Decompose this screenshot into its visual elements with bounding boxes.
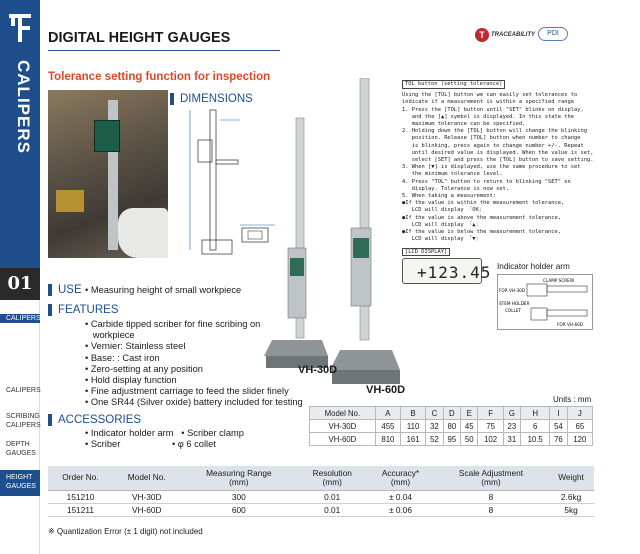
use-text: • Measuring height of small workpiece [85, 285, 242, 295]
model-label-vh60d: VH-60D [366, 384, 406, 396]
spec-header-cell: Model No. [310, 407, 376, 420]
sidebar-tab-calipers-active[interactable]: CALIPERS [0, 314, 40, 323]
order-cell: 151210 [48, 490, 113, 503]
features-heading: FEATURES [48, 304, 119, 316]
tol-note-line: 1. Press the [TOL] button until "SET" blinks on display, [402, 106, 584, 113]
spec-header-cell: H [521, 407, 550, 420]
tol-note-line: and the [▲] symbol is displayed. In this state the [402, 113, 575, 120]
holder-label-vh60d: FOR VH-60D [557, 322, 584, 327]
product-photo [48, 90, 168, 258]
order-cell: ± 0.06 [367, 503, 434, 516]
footnote: ※ Quantization Error (± 1 digit) not included [48, 527, 203, 536]
spec-cell: 810 [375, 433, 400, 446]
order-cell: VH-30D [113, 490, 180, 503]
tol-note-line: 4. Press "TOL" button to return to blinking "SET" on [402, 178, 571, 185]
spec-cell: 102 [478, 433, 503, 446]
spec-cell: 110 [400, 420, 425, 433]
order-header-cell: Measuring Range (mm) [180, 466, 297, 490]
order-cell: VH-60D [113, 503, 180, 516]
feature-item: • Zero-setting at any position [85, 363, 203, 374]
order-cell: 2.6kg [548, 490, 594, 503]
feature-item: workpiece [85, 330, 135, 341]
hand-glove [118, 208, 168, 258]
lcd-display-value: +123.45 [417, 263, 492, 282]
tol-note-line: ●If the value is within the measurement tolerance, [402, 200, 565, 207]
tol-note-line: ●If the value is above the measurement tolerance, [402, 214, 562, 221]
spec-header-cell: J [567, 407, 592, 420]
spec-header-cell: A [375, 407, 400, 420]
spec-cell: 76 [550, 433, 567, 446]
tol-note-line: Using the [TOL] button we can easily set tolerances to [402, 92, 578, 99]
order-cell: 8 [434, 490, 548, 503]
tol-note-line: 5. When taking a measurement: [402, 193, 497, 200]
order-cell: 8 [434, 503, 548, 516]
gauge-display [94, 120, 120, 152]
feature-item: • Carbide tipped scriber for fine scribing on [85, 319, 261, 329]
order-cell: ± 0.04 [367, 490, 434, 503]
indicator-holder-diagram [497, 274, 593, 330]
spec-row [310, 433, 593, 446]
holder-title: Indicator holder arm [497, 262, 570, 271]
spec-cell: 31 [503, 433, 520, 446]
sidebar-tab-depth-gauges[interactable]: DEPTH GAUGES [6, 441, 36, 457]
spec-row [310, 420, 593, 433]
section-number: 01 [0, 268, 40, 300]
accessory-item: • Indicator holder arm • Scriber clamp [85, 428, 244, 438]
sidebar [0, 0, 40, 554]
sidebar-tab-scribing-calipers[interactable]: SCRIBING CALIPERS [6, 413, 41, 429]
spec-header-cell: C [426, 407, 443, 420]
order-cell: 5kg [548, 503, 594, 516]
feature-item: • Vernier: Stainless steel [85, 341, 186, 352]
sidebar-tab-calipers[interactable]: CALIPERS [6, 387, 41, 394]
tol-notes-lines [402, 92, 592, 243]
lcd-display-label: [LCD DISPLAY] [402, 248, 450, 256]
tol-note-line: 2. Holding down the [TOL] button will change the blinking [402, 128, 587, 135]
caliper-icon [6, 10, 34, 46]
order-table-header [48, 466, 594, 490]
spec-cell: VH-30D [310, 420, 376, 433]
use-heading: USE [48, 284, 82, 296]
dimension-spec-table [309, 406, 593, 446]
accessories-heading: ACCESSORIES [48, 414, 141, 426]
order-row [48, 503, 594, 516]
tol-note-line: select [SET] and press the [TOL] button to save setting. [402, 157, 594, 164]
sidebar-tab-height-gauges[interactable]: HEIGHT GAUGES [0, 470, 40, 496]
tol-note-line: the minimum tolerance level. [402, 171, 503, 178]
accessory-item: • Scriber • φ 6 collet [85, 439, 216, 450]
holder-label-clamp-screw: CLAMP SCREW [543, 278, 574, 283]
feature-item: • Fine adjustment carriage to feed the slider finely [85, 386, 289, 397]
tol-note-line: maximum tolerance can be specified. [402, 121, 526, 128]
order-cell: 300 [180, 490, 297, 503]
order-cell: 600 [180, 503, 297, 516]
holder-label-collet: COLLET [505, 308, 522, 313]
units-label: Units : mm [553, 395, 592, 404]
order-header-cell: Weight [548, 466, 594, 490]
workpiece-block [56, 190, 84, 212]
holder-label-vh30d: FOR VH-30D [499, 288, 526, 293]
spec-cell: 45 [461, 420, 478, 433]
order-table-body [48, 490, 594, 516]
order-row [48, 490, 594, 503]
order-header-cell: Resolution (mm) [297, 466, 367, 490]
lcd-display [402, 258, 492, 284]
dimensions-heading: DIMENSIONS [170, 93, 253, 105]
tol-notes [402, 80, 592, 245]
spec-cell: 120 [567, 433, 592, 446]
tol-note-line: indicate if a measurement is within a specified range [402, 99, 575, 106]
spec-cell: 80 [443, 420, 460, 433]
spec-cell: 32 [426, 420, 443, 433]
traceability-badge: TRACEABILITY [491, 32, 535, 38]
spec-cell: 75 [478, 420, 503, 433]
spec-cell: 65 [567, 420, 592, 433]
tol-note-line: display. Tolerance is now set. [402, 185, 510, 192]
spec-cell: 455 [375, 420, 400, 433]
tol-note-line: is blinking, press again to change number +/-. Repeat [402, 142, 584, 149]
tol-note-line: LCD will display 「▼」 [402, 236, 481, 243]
spec-cell: 161 [400, 433, 425, 446]
tol-note-line: ●If the value is below the measurement tolerance, [402, 229, 562, 236]
spec-cell: 23 [503, 420, 520, 433]
order-cell: 0.01 [297, 503, 367, 516]
spec-table-body [310, 420, 593, 446]
tol-notes-title: TOL button (setting tolerance) [402, 80, 505, 89]
title-underline [48, 50, 280, 51]
order-header-cell: Order No. [48, 466, 113, 490]
spec-header-cell: D [443, 407, 460, 420]
order-table [48, 466, 594, 517]
tol-note-line: position. Release [TOL] button when number to change [402, 135, 581, 142]
order-cell: 151211 [48, 503, 113, 516]
feature-item: • Hold display function [85, 375, 177, 386]
feature-item: • Base: : Cast iron [85, 352, 160, 363]
holder-label-stem-holder: STEM HOLDER [499, 301, 530, 306]
features-list [85, 319, 303, 409]
order-cell: 0.01 [297, 490, 367, 503]
spec-cell: 6 [521, 420, 550, 433]
model-label-vh30d: VH-30D [298, 364, 338, 376]
spec-header-cell: E [461, 407, 478, 420]
spec-header-cell: I [550, 407, 567, 420]
order-header-cell: Scale Adjustment (mm) [434, 466, 548, 490]
sidebar-vertical-title: CALIPERS [14, 60, 33, 154]
spec-cell: 50 [461, 433, 478, 446]
pdi-badge: PDI [538, 27, 568, 41]
spec-cell: 95 [443, 433, 460, 446]
spec-header-cell: G [503, 407, 520, 420]
spec-cell: 10.5 [521, 433, 550, 446]
spec-cell: VH-60D [310, 433, 376, 446]
accessories-list [85, 428, 244, 450]
order-header-cell: Model No. [113, 466, 180, 490]
spec-cell: 54 [550, 420, 567, 433]
tol-note-line: until desired value is displayed. When the value is set, [402, 149, 594, 156]
tol-note-line: LCD will display 「OK」 [402, 207, 485, 214]
spec-header-cell: B [400, 407, 425, 420]
spec-table-header [310, 407, 593, 420]
tol-note-line: LCD will display 「▲」 [402, 221, 481, 228]
page-subtitle: Tolerance setting function for inspection [48, 71, 271, 83]
page-title: DIGITAL HEIGHT GAUGES [48, 30, 231, 46]
tol-note-line: 3. When [▼] is displayed, use the same procedure to set [402, 164, 581, 171]
traceability-logo-icon: T [475, 28, 489, 42]
spec-cell: 52 [426, 433, 443, 446]
feature-item: • One SR44 (Silver oxide) battery included for testing [85, 397, 303, 408]
order-header-cell: Accuracy* (mm) [367, 466, 434, 490]
spec-header-cell: F [478, 407, 503, 420]
